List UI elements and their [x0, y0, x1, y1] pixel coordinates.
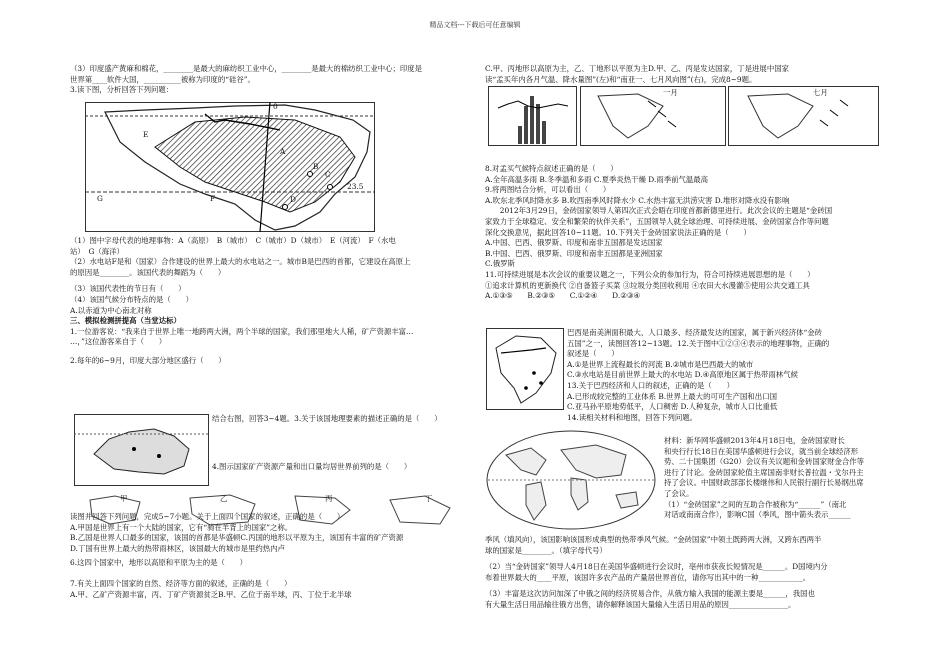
text-line: A.中国、巴西、俄罗斯、印度和南非五国都是发达国家	[485, 238, 663, 248]
text-line: 深化交换意见，据此回答10~11题。10.下列关于金砖国家说法正确的是（ ）	[485, 227, 751, 237]
text-line: 2012年3月29日，金砖国家领导人第四次正式会晤在印度首都新德里进行。此次会议的主题是“金砖国	[485, 206, 833, 216]
country-label-bing: 丙	[325, 494, 333, 503]
map-label-january: 一月	[663, 88, 678, 97]
text-line: 巴西是南美洲面积最大、人口最多、经济最发达的国家，属于新兴经济体“金砖	[567, 328, 823, 337]
text-line: A.甲国是世界上有一个大陆的国家，它有“骑在羊背上的国家”之称。	[70, 522, 293, 532]
page-header: 精品文档---下载后可任意编辑	[429, 21, 521, 29]
text-line: （1）“金砖国家”之间的互助合作被称为“______”（南北	[664, 499, 847, 509]
text-line: 材料：新华网华盛顿2013年4月18日电，金砖国家财长	[664, 436, 845, 445]
text-line: 3.读下图，分析回答下列问题：	[70, 85, 174, 95]
text-line: B.乙国是世界人口最多的国家，该国的首都是华盛顿C.丙国的地形以平原为主，该国有丰富的矿产资源	[70, 533, 404, 543]
text-line: 持了会议。中国财政部部长楼继伟和人民银行副行长易纲出席	[664, 478, 864, 488]
text-line: A.以赤道为中心南北对称	[70, 305, 152, 315]
map-label-b: B	[313, 162, 319, 171]
map-label-july: 七月	[813, 88, 828, 97]
text-line: A.①③⑤ B.②③⑤ C.①②④ D.②③④	[485, 291, 641, 301]
map-label-g: G	[97, 194, 103, 203]
country-label-yi: 乙	[220, 494, 228, 503]
text-line: 读“孟买年内各月气温、降水量图”(左)和“南亚一、七月风向图”(右)，完成8~9题。	[485, 74, 757, 84]
text-line: D.丁国有世界上最大的热带雨林区，该国最大的城市是里约热内卢	[70, 543, 285, 553]
text-line: A.已形成较完整的工业体系 B.世界上最大的可可生产国和出口国	[567, 391, 777, 401]
map-label-f: F	[210, 194, 216, 203]
climate-and-wind-figures	[488, 86, 880, 146]
text-line: （3）印度盛产黄麻和棉花，________是最大的麻纺织工业中心，________是最大的棉纺织工业中心；印度是	[70, 64, 423, 73]
text-line: B.中国、巴西、俄罗斯、印度和南非五国都是亚洲国家	[485, 248, 663, 258]
text-line: A.甲、乙矿产资源丰富，丙、丁矿产资源贫乏B.甲、乙位于南半球，丙、丁位于北半球	[70, 589, 352, 599]
text-line: 的原因是________。该国代表的舞蹈为（ ）	[70, 267, 226, 277]
text-line: A.全年高温多雨 B.冬季温和多雨 C.夏季炎热干燥 D.雨季前气温最高	[485, 174, 709, 184]
text-line: （1）图中字母代表的地理事物：A（高原） B（城市） C（城市）D（城市） E（河流） F（水电	[70, 236, 396, 245]
text-line: …，”这位游客来自于（ ）	[70, 337, 167, 347]
left-mid-text	[70, 236, 470, 367]
section-heading: 三、模拟检测拼提高（当堂达标）	[70, 316, 181, 326]
map-label-c: C	[325, 170, 331, 179]
text-line: A.①是世界上流程最长的河流 B.②城市是巴西最大的城市	[567, 359, 754, 369]
text-line: 布着世界最大的____平原，该国许多农产品的产量居世界首位，请你写出其中的一种____________。	[485, 572, 811, 582]
text-line: （3）该国代表性的节日有（ ）	[70, 284, 186, 294]
text-line: 读图并回答下列问题，完成5~7小题。关于上面四个国家的叙述，正确的是（ ）	[70, 512, 345, 521]
text-line: （3）丰富是这次访问加深了中俄之间的经济贸易合作，从俄方输入我国的能源主要是______，我国也	[485, 589, 815, 599]
brazil-text	[567, 328, 887, 423]
country-label-ding: 丁	[425, 494, 433, 503]
map-label-e: E	[143, 130, 149, 139]
country-map-small	[74, 414, 209, 486]
text-line: 五国”之一，读图回答12~13题。12.关于图中①②③④表示的地理事物，正确的	[567, 338, 830, 348]
text-line: 球的国家是________。（填字母代号）	[485, 545, 607, 555]
text-line: A.吹东北季风时降水多 B.吹西南季风时降水少 C.水热丰富无洪涝灾害 D.堆形对降水没有影响	[485, 195, 790, 205]
text-line: C.甲、丙地形以高原为主，乙、丁地形以平原为主D.甲、乙、丙是发达国家，丁是进展中国家	[485, 64, 789, 73]
text-line: 有大量生活日用品输往俄方出售，请你解释该国大量输入生活日用品的原因________________。	[485, 599, 796, 609]
text-line: 了会议。	[664, 488, 694, 498]
text-line: 世界第____软件大国，__________被称为印度的“硅谷”。	[70, 74, 255, 84]
material-text	[664, 436, 889, 521]
map-label-lat-0: 0	[273, 102, 278, 111]
text-line: ①追求计算机的更新换代 ②自备篮子买菜 ③垃圾分类回收利用 ④农田大水漫灌⑤使用公共交通工具	[485, 280, 810, 290]
text-line: C.亚马孙平原地势低平，人口稠密 D.人种复杂，城市人口比重低	[567, 402, 778, 412]
map-label-a: A	[280, 147, 286, 156]
text-line: 2.每年的6~9月，印度大部分地区盛行（ ）	[70, 355, 226, 365]
text-line: C.③水电站是目前世界上最大的水电站 D.④高原地区属于热带雨林气候	[567, 370, 798, 380]
country-label-jia: 甲	[120, 494, 128, 503]
right-bottom-text	[485, 535, 885, 611]
text-line: 11.可持续进展是本次会议的重要议题之一，下列公众的参加行为，符合可持续进展思想的是（ ）	[485, 269, 815, 279]
question-3: 结合右图，回答3~4题。3.关于该国地理要素的描述正确的是（ ）	[212, 414, 442, 423]
right-mid-text	[485, 164, 885, 302]
text-line: 站） G（海洋）	[70, 246, 124, 256]
text-line: 对话或南南合作），影响C国（季风，图中箭头表示______	[664, 510, 851, 520]
text-line: 9.将两图结合分析，可以看出（ ）	[485, 185, 611, 195]
text-line: 13.关于巴西经济和人口的叙述，正确的是（ ）	[567, 380, 734, 390]
text-line: 季风（填风向），该国影响该国形成典型的热带季风气候。“金砖国家”中领土既跨两大洲，又跨东西两半	[485, 535, 822, 544]
text-line: （4）该国气候分布特点的是（ ）	[70, 294, 193, 304]
world-map-figure	[486, 430, 656, 530]
text-line: 家致力于全球稳定、安全和繁荣的伙伴关系”，五国领导人就全球治理、可持续进展、金砖国家合作等问题	[485, 216, 829, 226]
text-line: 进行了讨论。金砖国家轮值主席国南非财长普拉温・戈尔丹主	[664, 467, 864, 477]
text-line: 14.读相关材料和地图，回答下列问题。	[567, 412, 698, 422]
text-line: 7.有关上面四个国家的自然、经济等方面的叙述，正确的是（ ）	[70, 578, 292, 588]
text-line: （2）当“金砖国家”领导人4月18日在美国华盛顿进行会议时，亳州市获夜长短情况是______。D国境内分	[485, 562, 828, 572]
left-bottom-text	[70, 512, 470, 600]
map-label-lat-235: 23.5	[347, 182, 364, 191]
left-top-text	[70, 64, 470, 96]
text-line: C.俄罗斯	[485, 259, 515, 269]
text-line: 和央行行长18日在美国华盛顿进行会议，就当前全球经济形	[664, 446, 859, 456]
brazil-small-map	[486, 328, 564, 410]
text-line: 1.一位游客说：“我来自于世界上唯一地跨两大洲，两个半球的国家，我们那里地大人稀，矿产资源丰富…	[70, 326, 414, 336]
map-label-d: D	[290, 195, 296, 204]
text-line: 叙述是（ ）	[567, 349, 619, 359]
right-top-text	[485, 64, 885, 85]
text-line: 8.对孟买气候特点叙述正确的是（ ）	[485, 164, 618, 173]
question-4: 4.图示国家矿产资源产量和出口量均居世界前列的是（ ）	[212, 462, 412, 471]
text-line: 势、二十国集团（G20）会议有关议题和金砖国家财金合作等	[664, 457, 865, 467]
text-line: （2）水电站F是和（国家）合作建设的世界上最大的水电站之一。城市B是巴西的首都，它建设在高原上	[70, 257, 411, 267]
text-line: 6.这四个国家中，地形以高原和平原为主的是（ ）	[70, 558, 248, 568]
brazil-map-figure	[85, 102, 375, 232]
